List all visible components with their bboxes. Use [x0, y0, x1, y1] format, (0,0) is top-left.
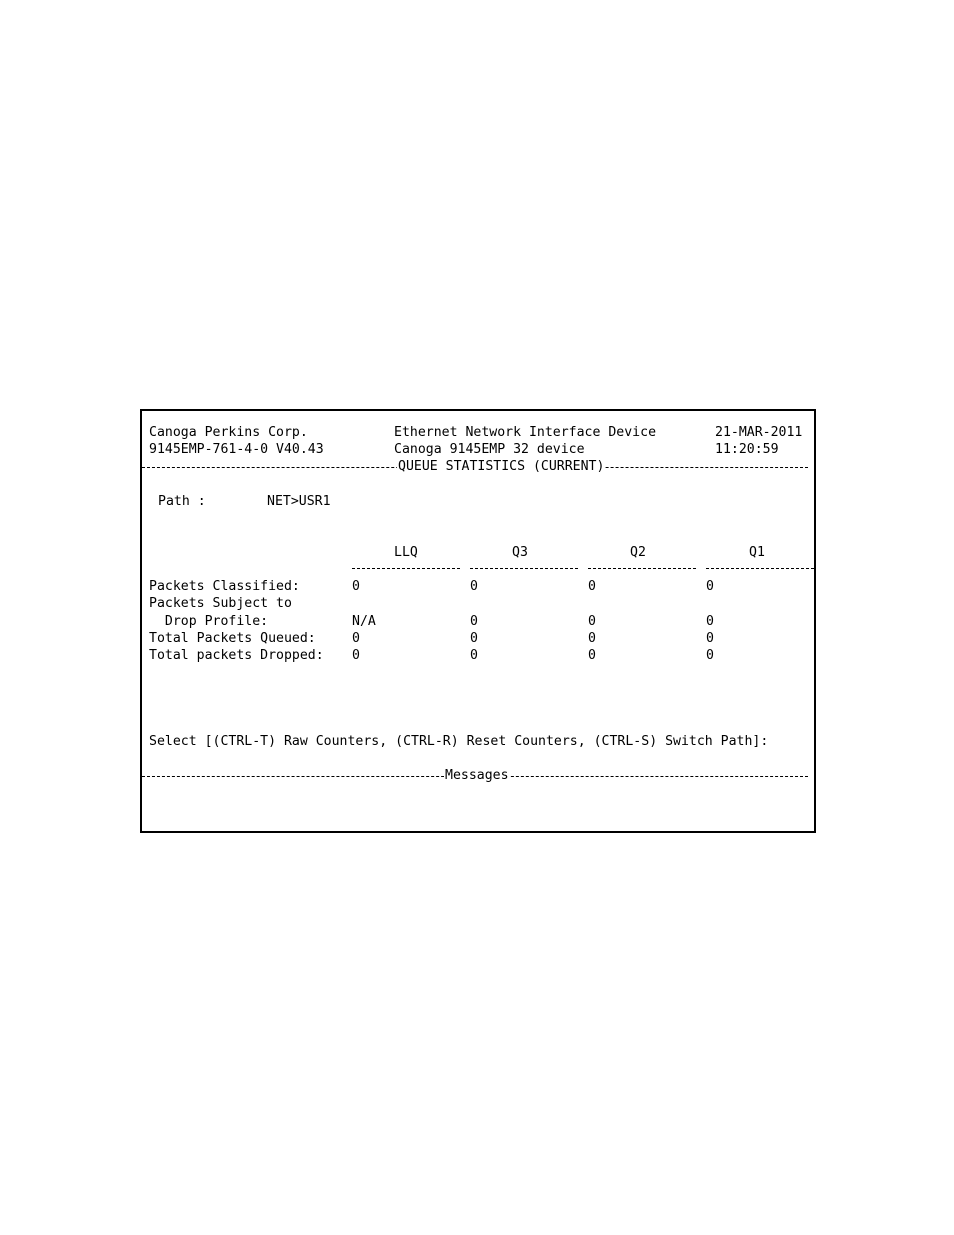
table-cell: 0: [706, 614, 714, 629]
model-version: 9145EMP-761-4-0 V40.43: [149, 442, 324, 457]
column-underline-q2: [588, 568, 696, 569]
current-time: 11:20:59: [715, 442, 779, 457]
row-label-drop-profile: Drop Profile:: [149, 614, 269, 629]
column-header-q2: Q2: [630, 545, 646, 560]
messages-area: [142, 786, 814, 831]
row-label-total-queued: Total Packets Queued:: [149, 631, 316, 646]
command-prompt[interactable]: Select [(CTRL-T) Raw Counters, (CTRL-R) Reset Counters, (CTRL-S) Switch Path]:: [149, 734, 769, 749]
column-header-q1: Q1: [749, 545, 765, 560]
column-underline-q1: [706, 568, 814, 569]
messages-title: Messages: [445, 768, 509, 783]
table-cell: 0: [352, 648, 360, 663]
table-cell: N/A: [352, 614, 376, 629]
product-name: Ethernet Network Interface Device: [394, 425, 657, 440]
path-value[interactable]: NET>USR1: [267, 494, 331, 509]
screen-title: QUEUE STATISTICS (CURRENT): [398, 459, 605, 474]
table-cell: 0: [470, 579, 478, 594]
table-cell: 0: [352, 579, 360, 594]
table-cell: 0: [588, 579, 596, 594]
table-cell: 0: [588, 648, 596, 663]
row-label-packets-subject: Packets Subject to: [149, 596, 292, 611]
table-cell: 0: [706, 579, 714, 594]
device-name: Canoga 9145EMP 32 device: [394, 442, 585, 457]
column-underline-q3: [470, 568, 578, 569]
path-label: Path :: [158, 494, 206, 509]
table-cell: 0: [588, 614, 596, 629]
table-cell: 0: [588, 631, 596, 646]
terminal-window: [140, 409, 816, 833]
table-cell: 0: [470, 614, 478, 629]
row-label-total-dropped: Total packets Dropped:: [149, 648, 324, 663]
table-cell: 0: [470, 648, 478, 663]
column-header-q3: Q3: [512, 545, 528, 560]
row-label-packets-classified: Packets Classified:: [149, 579, 300, 594]
table-cell: 0: [470, 631, 478, 646]
current-date: 21-MAR-2011: [715, 425, 803, 440]
table-cell: 0: [706, 648, 714, 663]
table-cell: 0: [352, 631, 360, 646]
column-header-llq: LLQ: [394, 545, 418, 560]
table-cell: 0: [706, 631, 714, 646]
column-underline-llq: [352, 568, 460, 569]
company-name: Canoga Perkins Corp.: [149, 425, 308, 440]
